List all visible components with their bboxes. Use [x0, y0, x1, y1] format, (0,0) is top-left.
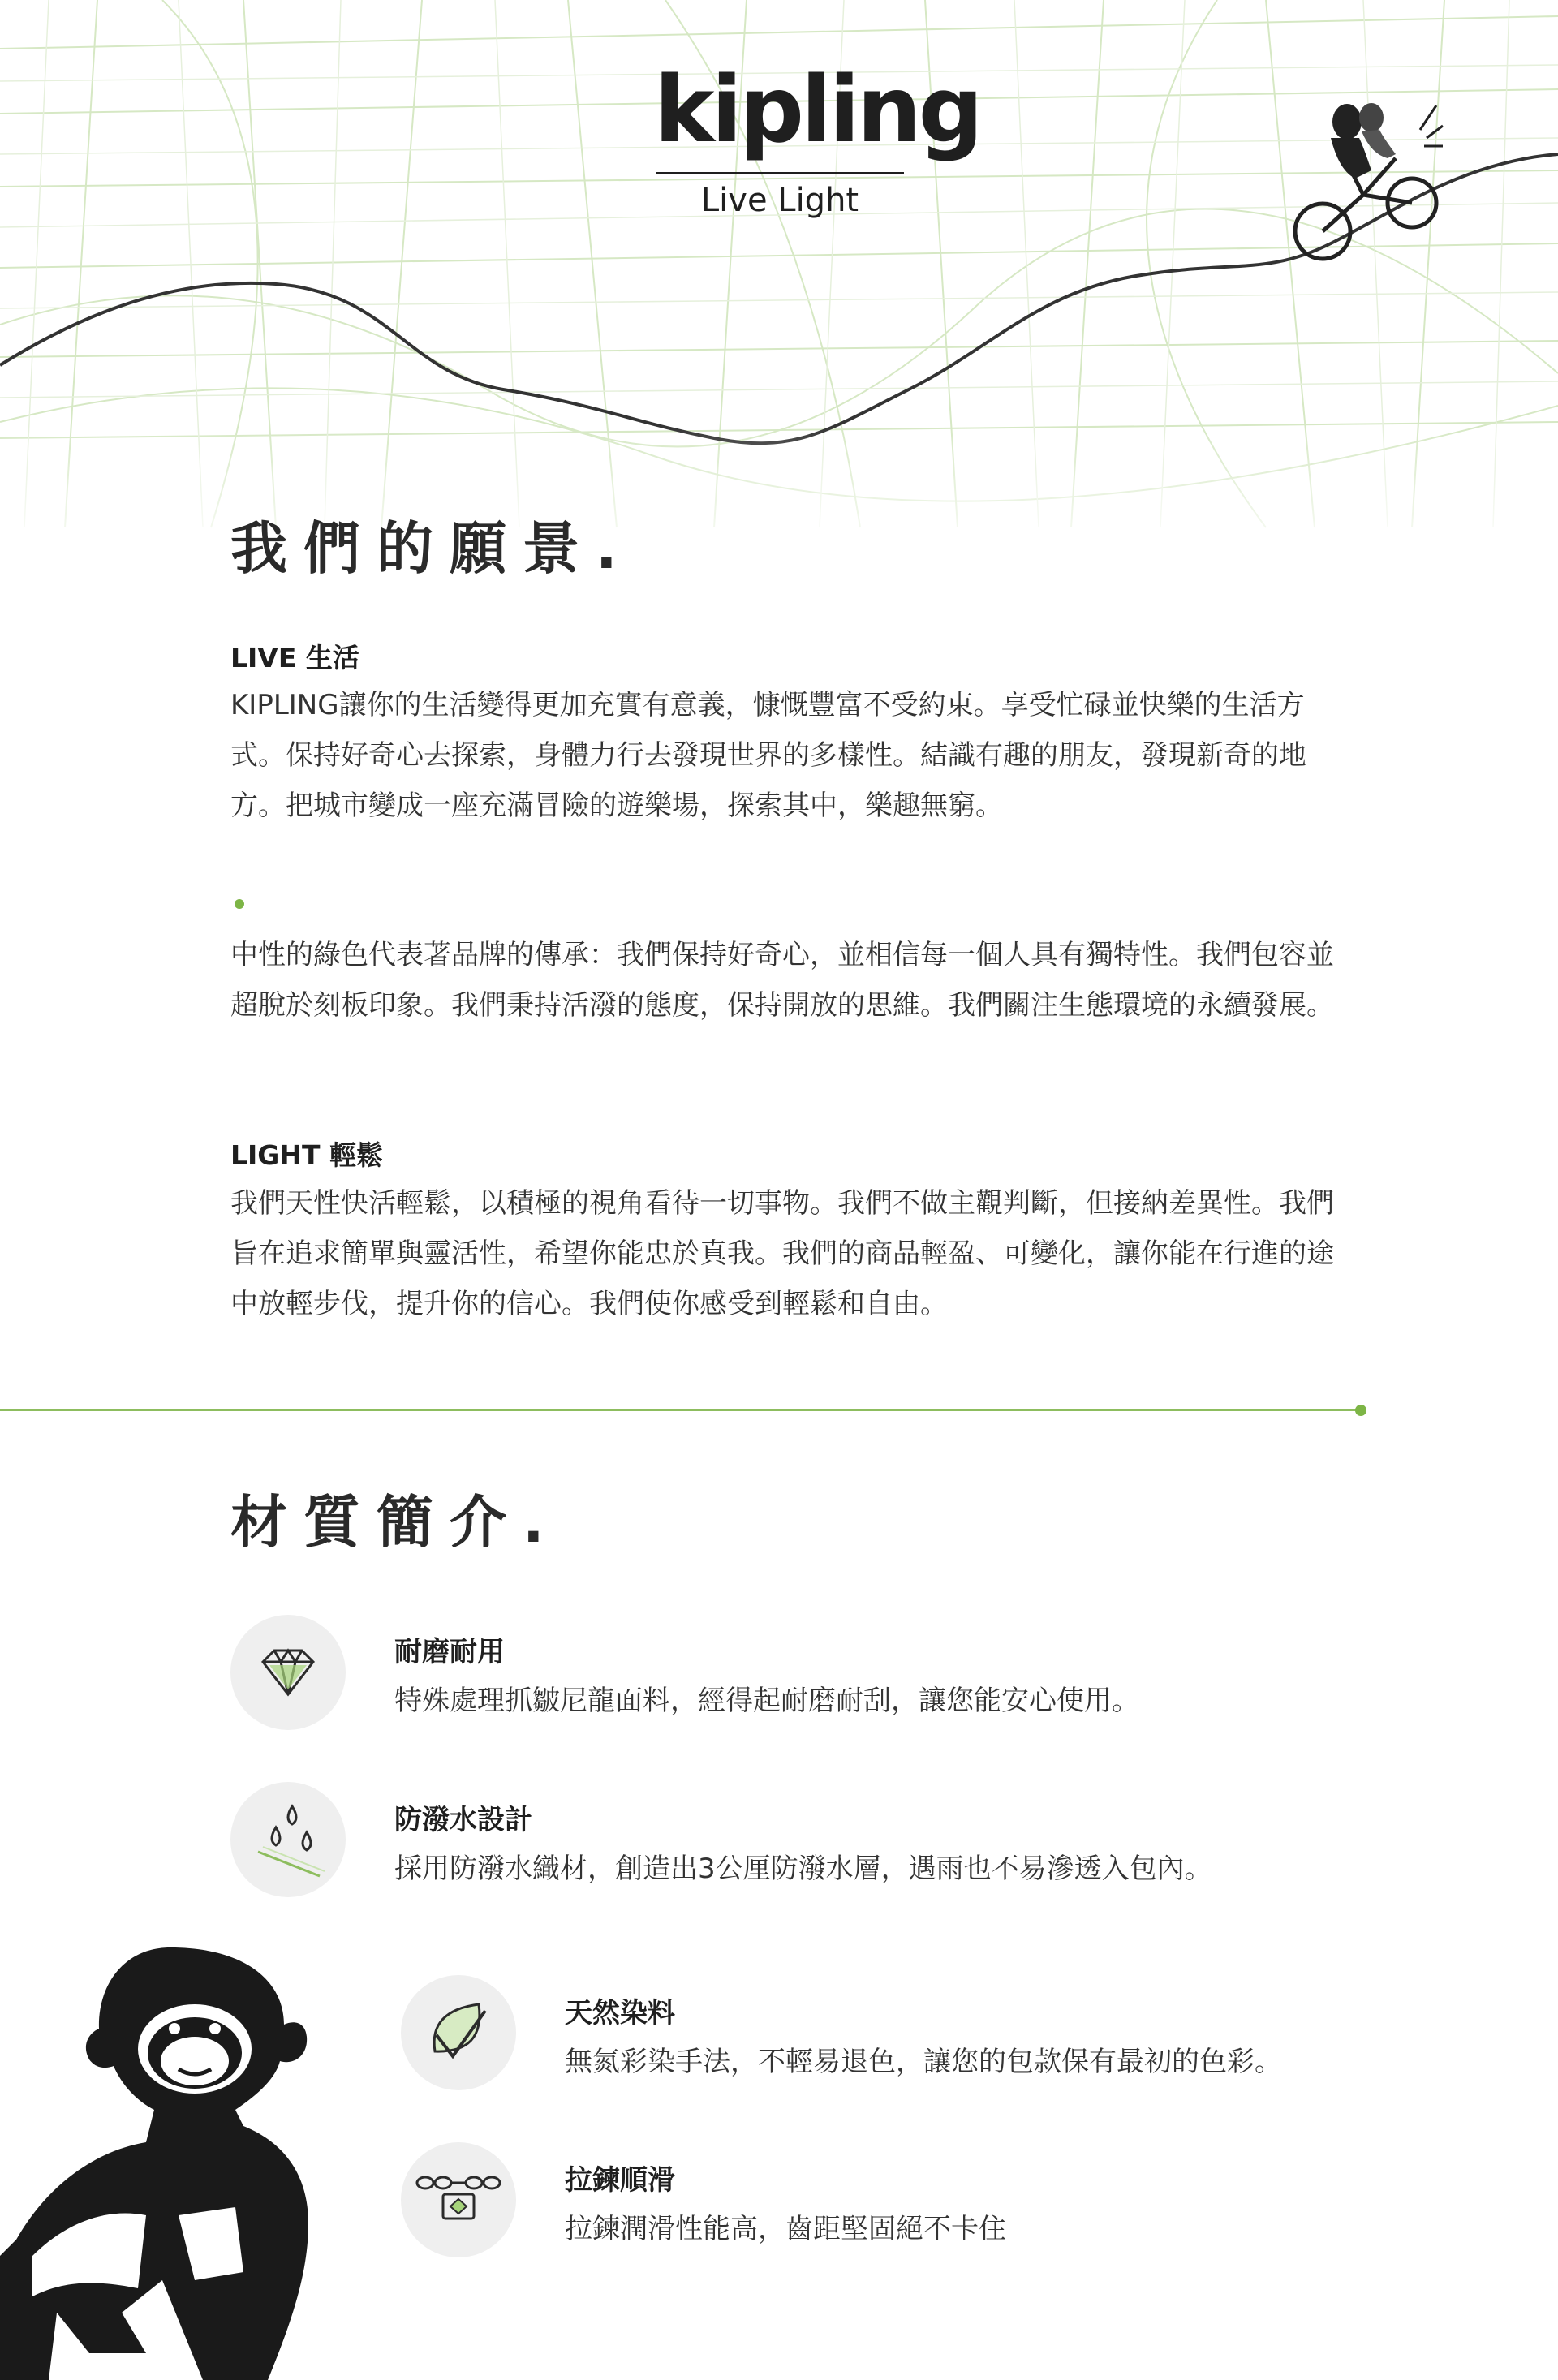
- water-drops-icon: [230, 1782, 346, 1897]
- feature-desc-smooth-zipper: 拉鍊潤滑性能高，齒距堅固絕不卡住: [565, 2213, 1006, 2245]
- live-heading: LIVE 生活: [230, 642, 359, 674]
- light-paragraph: 我們天性快活輕鬆，以積極的視角看待一切事物。我們不做主觀判斷，但接納差異性。我們旨在追求簡單與靈活性，希望你能忠於真我。我們的商品輕盈、可變化，讓你能在行進的途中放輕步伐，提升你的信心。我們使你感受到輕鬆和自由。: [230, 1187, 1334, 1320]
- green-paragraph: 中性的綠色代表著品牌的傳承：我們保持好奇心，並相信每一個人具有獨特性。我們包容並超脫於刻板印象。我們秉持活潑的態度，保持開放的思維。我們關注生態環境的永續發展。: [230, 939, 1334, 1022]
- feature-desc-water-repellent: 採用防潑水織材，創造出3公厘防潑水層，遇雨也不易滲透入包內。: [394, 1853, 1212, 1885]
- light-heading: LIGHT 輕鬆: [230, 1139, 384, 1171]
- feature-title-smooth-zipper: 拉鍊順滑: [565, 2164, 675, 2197]
- feature-desc-durable: 特殊處理抓皺尼龍面料，經得起耐磨耐刮，讓您能安心使用。: [394, 1685, 1139, 1717]
- divider-end-dot: [1355, 1405, 1366, 1416]
- feature-title-durable: 耐磨耐用: [394, 1636, 505, 1668]
- green-bullet-dot: [235, 899, 244, 909]
- section-divider: [0, 1409, 1360, 1411]
- logo-rule: [656, 172, 904, 174]
- leaf-icon: [401, 1975, 516, 2090]
- gorilla-mascot-illustration: [0, 1931, 341, 2380]
- live-paragraph: KIPLING讓你的生活變得更加充實有意義，慷慨豐富不受約束。享受忙碌並快樂的生活方式。保持好奇心去探索，身體力行去發現世界的多樣性。結識有趣的朋友，發現新奇的地方。把城市變成一座充滿冒險的遊樂場，探索其中，樂趣無窮。: [230, 689, 1306, 822]
- feature-title-natural-dye: 天然染料: [565, 1997, 675, 2029]
- feature-desc-natural-dye: 無氮彩染手法，不輕易退色，讓您的包款保有最初的色彩。: [565, 2046, 1282, 2078]
- feature-title-water-repellent: 防潑水設計: [394, 1804, 532, 1836]
- logo-wordmark: kipling: [654, 58, 980, 163]
- zipper-icon: [401, 2142, 516, 2257]
- vision-title: 我們的願景.: [230, 515, 634, 582]
- logo-tagline: Live Light: [700, 182, 859, 219]
- brand-logo: [654, 58, 980, 219]
- tandem-bike-illustration: [1282, 81, 1444, 268]
- diamond-icon: [230, 1615, 346, 1730]
- materials-title: 材質簡介.: [230, 1489, 561, 1556]
